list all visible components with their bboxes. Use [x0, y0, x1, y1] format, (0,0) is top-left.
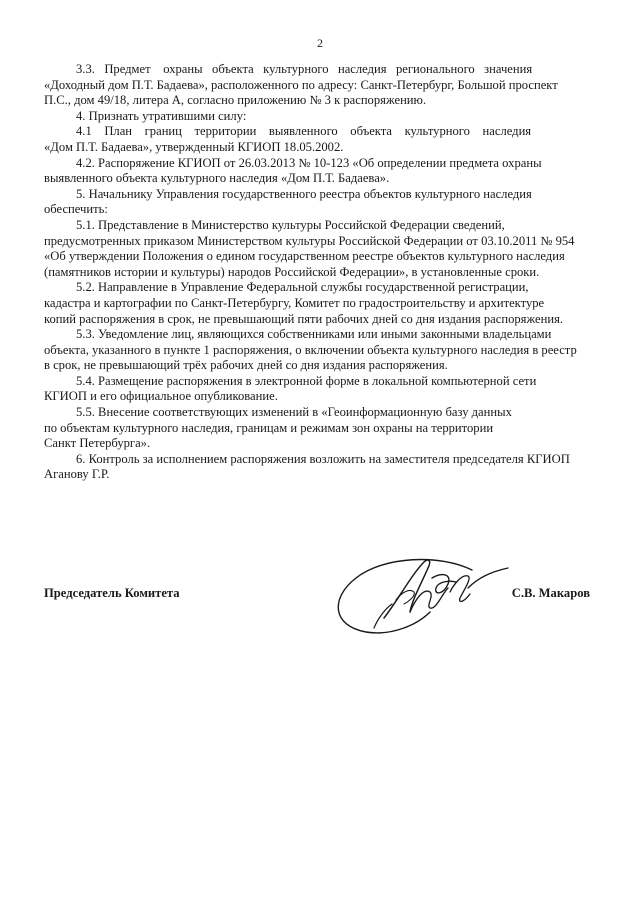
- paragraph-3-3: 3.3. Предмет охраны объекта культурного наследия регионального значения «Доходный дом П.Т. Бадаева», расположенного по адресу: Санкт-Петербург, Большой проспект П.С., дом 49/18, литера А, согласно приложению № 3 к распоряжению.: [44, 62, 558, 108]
- signatory-title: Председатель Комитета: [44, 586, 180, 600]
- paragraph-5: 5. Начальнику Управления государственного реестра объектов культурного наследия обеспечить:: [44, 186, 532, 217]
- signature-block: [44, 548, 590, 648]
- paragraph-4-2: 4.2. Распоряжение КГИОП от 26.03.2013 № 10-123 «Об определении предмета охраны выявленного объекта культурного наследия «Дом П.Т. Бадаева».: [44, 155, 542, 186]
- page-number: 2: [317, 36, 323, 50]
- paragraph-5-5: 5.5. Внесение соответствующих изменений в «Геоинформационную базу данных по объектам культурного наследия, границам и режимам зон охраны на территории Санкт Петербурга».: [44, 405, 512, 451]
- paragraph-4: 4. Признать утратившими силу:: [76, 108, 247, 123]
- signatory-name: С.В. Макаров: [511, 586, 590, 600]
- handwritten-signature: [312, 548, 512, 648]
- paragraph-5-1: 5.1. Представление в Министерство культуры Российской Федерации сведений, предусмотренных приказом Министерством культуры Российской Федерации от 03.10.2011 № 954 «Об утверждении Положения о едином государственном реестре объектов культурного наследия (памятников истории и культуры) народов Российской Федерации», в установленные сроки.: [44, 217, 575, 279]
- paragraph-5-4: 5.4. Размещение распоряжения в электронной форме в локальной компьютерной сети КГИОП и его официальное опубликование.: [44, 373, 537, 404]
- paragraph-5-3: 5.3. Уведомление лиц, являющихся собственниками или иными законными владельцами объекта, указанного в пункте 1 распоряжения, о включении объекта культурного наследия в реестр в срок, не превышающий трёх рабочих дней со дня издания распоряжения.: [44, 327, 577, 373]
- paragraph-6: 6. Контроль за исполнением распоряжения возложить на заместителя председателя КГИОП Аганову Г.Р.: [44, 451, 570, 482]
- document-body: [44, 62, 586, 483]
- paragraph-4-1: 4.1 План границ территории выявленного объекта культурного наследия «Дом П.Т. Бадаева», утвержденный КГИОП 18.05.2002.: [44, 124, 532, 154]
- paragraph-5-2: 5.2. Направление в Управление Федеральной службы государственной регистрации, кадастра и картографии по Санкт-Петербургу, Комитет по градостроительству и архитектуре копий распоряжения в срок, не превышающий пяти рабочих дней со дня издания распоряжения.: [44, 280, 564, 326]
